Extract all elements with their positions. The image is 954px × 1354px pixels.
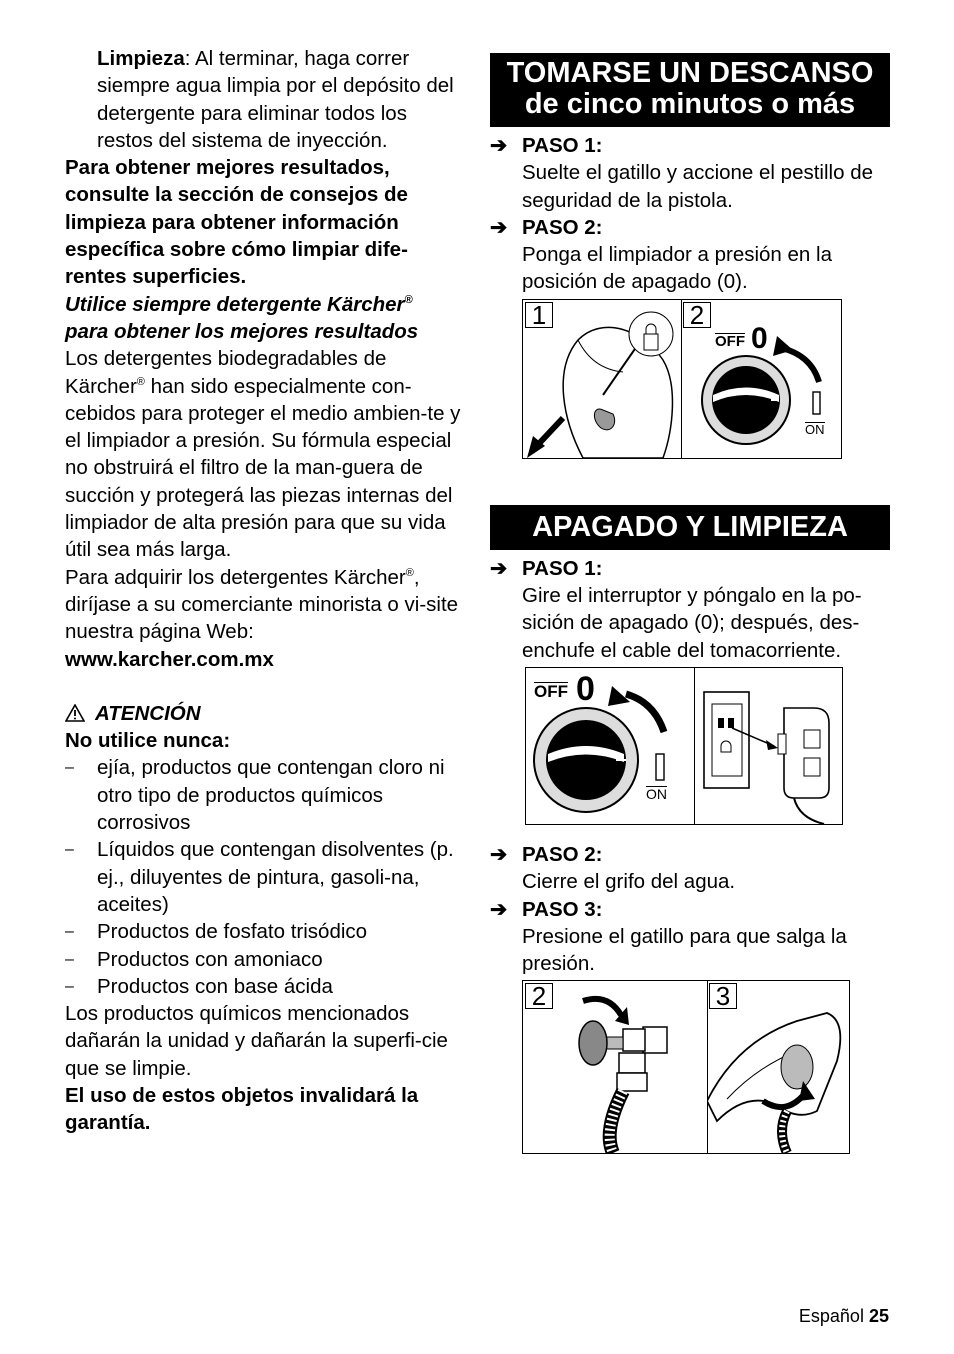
figure-panel-unplug	[694, 668, 841, 824]
list-item: – Líquidos que contengan disolventes (p. ej., diluyentes de pintura, gasoli-na, aceites)	[65, 836, 465, 918]
arrow-right-icon: ➔	[490, 215, 508, 239]
step-text: Gire el interruptor y póngalo en la po-sición de apagado (0); después, des-enchufe el cable del tomacorriente.	[522, 584, 862, 662]
break-step-1	[490, 132, 890, 159]
zero-label: 0	[751, 321, 768, 355]
biodegradable-text-a: Los detergentes biodegradables de Kärcher	[65, 347, 387, 398]
use-karcher-text-2: para obtener los mejores resultados	[65, 319, 419, 343]
purchase-text-a: Para adquirir los detergentes Kärcher	[65, 565, 406, 589]
step-text: Ponga el limpiador a presión en la posición de apagado (0).	[522, 243, 832, 294]
section-banner-shutdown: APAGADO Y LIMPIEZA	[490, 505, 890, 550]
warning-triangle-icon	[65, 704, 85, 722]
step-label: PASO 2:	[522, 215, 603, 239]
left-column	[65, 45, 465, 1137]
step-text: Presione el gatillo para que salga la presión.	[522, 924, 847, 976]
figure-panel-switch-off	[526, 668, 695, 824]
zero-label: 0	[576, 669, 595, 708]
website-url: www.karcher.com.mx	[65, 647, 274, 671]
registered-mark: ®	[136, 375, 145, 388]
step-label: PASO 3:	[522, 897, 603, 921]
off-label: OFF	[715, 332, 745, 350]
banner-line-2: de cinco minutos o más	[524, 88, 856, 120]
warning-label: ATENCIÓN	[95, 701, 201, 725]
arrow-right-icon: ➔	[490, 556, 508, 580]
never-use-heading: No utilice nunca:	[65, 729, 231, 753]
banner-line-1: TOMARSE UN DESCANSO	[506, 57, 874, 89]
use-karcher-paragraph	[65, 291, 465, 346]
arrow-right-icon: ➔	[490, 897, 508, 921]
biodegradable-text-b: han sido especialmente con-cebidos para proteger el medio ambien-te y el limpiador a presión. Su fórmula especial no obstruirá el filtro de la man-guera de succión y protegerá las piezas internas del limpiador de alta presión para que su vida útil sea más larga.	[65, 374, 461, 562]
list-item: – Productos con base ácida	[65, 973, 465, 1000]
footer-language: Español	[798, 1306, 864, 1326]
spacer	[65, 673, 465, 700]
right-column	[490, 53, 890, 1154]
on-label: ON	[646, 785, 667, 802]
figure-shutdown	[525, 667, 843, 825]
page-footer	[799, 1303, 889, 1330]
purchase-paragraph	[65, 564, 465, 646]
figure-number: 3	[709, 983, 737, 1009]
on-label: ON	[805, 421, 825, 437]
shutdown-step-3	[490, 896, 890, 923]
list-item: – Productos con amoniaco	[65, 946, 465, 973]
list-item: – Productos de fosfato trisódico	[65, 918, 465, 945]
step-text: Cierre el grifo del agua.	[522, 870, 736, 894]
figure-number: 2	[683, 302, 711, 328]
figure-number: 1	[525, 302, 553, 328]
break-step-2	[490, 214, 890, 241]
figure-panel-switch	[681, 300, 840, 458]
shutdown-step-2	[490, 841, 890, 868]
section-banner-break	[490, 53, 890, 127]
page-number: 25	[868, 1306, 889, 1326]
step-label: PASO 2:	[522, 842, 603, 866]
figure-panel-trigger-press	[707, 981, 848, 1153]
arrow-right-icon: ➔	[490, 134, 508, 157]
step-label: PASO 1:	[522, 134, 603, 157]
figure-number: 2	[525, 983, 553, 1009]
warning-heading	[65, 700, 465, 727]
step-label: PASO 1:	[522, 556, 603, 580]
step-text: Suelte el gatillo y accione el pestillo de seguridad de la pistola.	[522, 161, 873, 212]
use-karcher-text: Utilice siempre detergente Kärcher	[65, 292, 405, 316]
shutdown-step-1	[490, 555, 890, 582]
off-label: OFF	[534, 681, 568, 701]
purchase-text-b: , diríjase a su comerciante minorista o vi-site nuestra página Web:	[65, 565, 459, 644]
cleaning-text: : Al terminar, haga correr siempre agua limpia por el depósito del detergente para eliminar todos los restos del sistema de inyección.	[97, 47, 454, 152]
biodegradable-paragraph	[65, 345, 465, 563]
prohibited-list	[65, 754, 465, 1000]
figure-panel-trigger	[523, 300, 682, 458]
best-results-paragraph: Para obtener mejores resultados, consulte la sección de consejos de limpieza para obtener información específica sobre cómo limpiar dife-rentes superficies.	[65, 156, 408, 289]
figure-break	[522, 299, 842, 459]
registered-mark: ®	[405, 566, 414, 579]
damage-paragraph: Los productos químicos mencionados dañarán la unidad y dañarán la superfi-cie que se limpie.	[65, 1002, 448, 1080]
figure-release	[522, 980, 850, 1154]
figure-panel-faucet	[523, 981, 708, 1153]
list-item: – ejía, productos que contengan cloro ni otro tipo de productos químicos corrosivos	[65, 754, 465, 836]
unplug-cord-illustration	[694, 668, 841, 824]
cleaning-paragraph	[65, 45, 465, 154]
cleaning-label: Limpieza	[97, 47, 185, 70]
arrow-right-icon: ➔	[490, 842, 508, 866]
registered-mark: ®	[404, 293, 413, 306]
warranty-paragraph: El uso de estos objetos invalidará la garantía.	[65, 1083, 419, 1135]
